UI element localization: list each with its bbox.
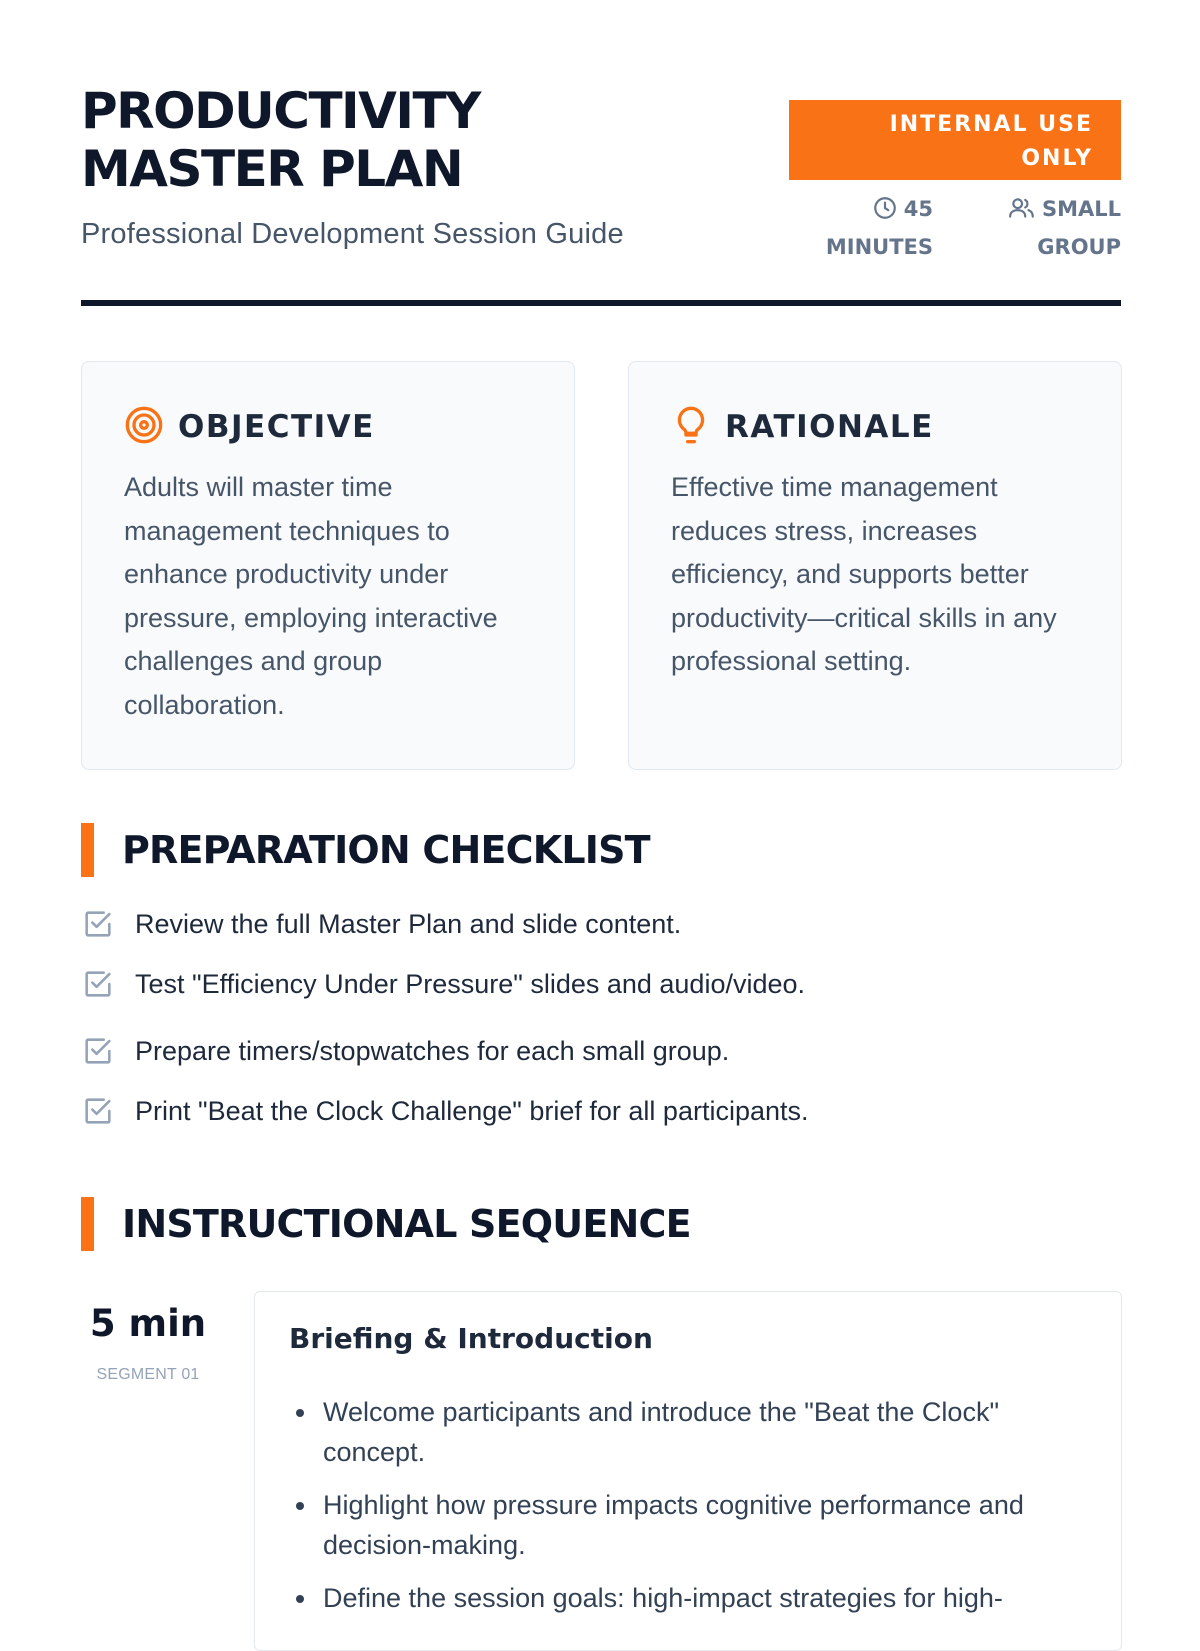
badge-line-1: INTERNAL USE — [889, 112, 1093, 137]
segment-bullet: Highlight how pressure impacts cognitive performance and decision-making. — [289, 1485, 1079, 1565]
checklist-item — [81, 907, 681, 941]
objective-body: Adults will master time management techniques to enhance productivity under pressure, employing interactive challenges and group collaboration. — [124, 472, 498, 720]
title-line-2: MASTER PLAN — [81, 140, 463, 198]
lightbulb-icon — [671, 405, 711, 450]
rationale-card-header — [671, 404, 1081, 450]
checkbox-checked-icon — [81, 907, 115, 941]
checkbox-checked-icon — [81, 967, 115, 1001]
group-value: SMALL — [1041, 197, 1121, 221]
segment-label: SEGMENT 01 — [96, 1366, 200, 1383]
segment-bullet: Define the session goals: high-impact strategies for high- — [289, 1578, 1079, 1618]
checklist-item-text: Review the full Master Plan and slide content. — [135, 908, 682, 939]
title-line-1: PRODUCTIVITY — [81, 82, 480, 140]
checklist-item — [81, 967, 805, 1001]
group-size-meta — [971, 193, 1121, 264]
checklist-title: PREPARATION CHECKLIST — [122, 828, 650, 872]
rationale-title: RATIONALE — [725, 409, 934, 445]
duration-unit: MINUTES — [825, 235, 933, 259]
checkbox-checked-icon — [81, 1094, 115, 1128]
checklist-item-text: Prepare timers/stopwatches for each small group. — [135, 1035, 730, 1066]
objective-card — [81, 361, 575, 770]
accent-bar — [81, 823, 94, 877]
segment-title: Briefing & Introduction — [289, 1322, 653, 1355]
checkbox-checked-icon — [81, 1034, 115, 1068]
segment-bullet-list — [289, 1392, 1079, 1631]
clock-icon — [872, 195, 898, 231]
header-divider — [81, 300, 1121, 306]
page-subtitle: Professional Development Session Guide — [81, 218, 624, 250]
segment-bullet: Welcome participants and introduce the "Beat the Clock" concept. — [289, 1392, 1079, 1472]
rationale-body: Effective time management reduces stress, increases efficiency, and supports better productivity—critical skills in any professional setting. — [671, 472, 1057, 676]
checklist-item-text: Test "Efficiency Under Pressure" slides and audio/video. — [135, 968, 806, 999]
duration-value: 45 — [903, 197, 933, 221]
page-title — [81, 82, 641, 198]
internal-use-badge — [789, 100, 1121, 180]
badge-line-2: ONLY — [1021, 146, 1093, 171]
users-icon — [1008, 195, 1036, 231]
sequence-title: INSTRUCTIONAL SEQUENCE — [122, 1202, 691, 1246]
checklist-item — [81, 1034, 729, 1068]
target-icon — [124, 405, 164, 450]
checklist-item — [81, 1094, 809, 1128]
group-unit: GROUP — [1037, 235, 1121, 259]
sequence-heading — [81, 1197, 691, 1251]
objective-card-header — [124, 404, 534, 450]
rationale-card — [628, 361, 1122, 770]
duration-meta — [783, 193, 933, 264]
objective-title: OBJECTIVE — [178, 409, 375, 445]
segment-duration: 5 min — [89, 1302, 207, 1345]
accent-bar — [81, 1197, 94, 1251]
segment-card — [254, 1291, 1122, 1651]
checklist-item-text: Print "Beat the Clock Challenge" brief for all participants. — [135, 1095, 809, 1126]
checklist-heading — [81, 823, 650, 877]
